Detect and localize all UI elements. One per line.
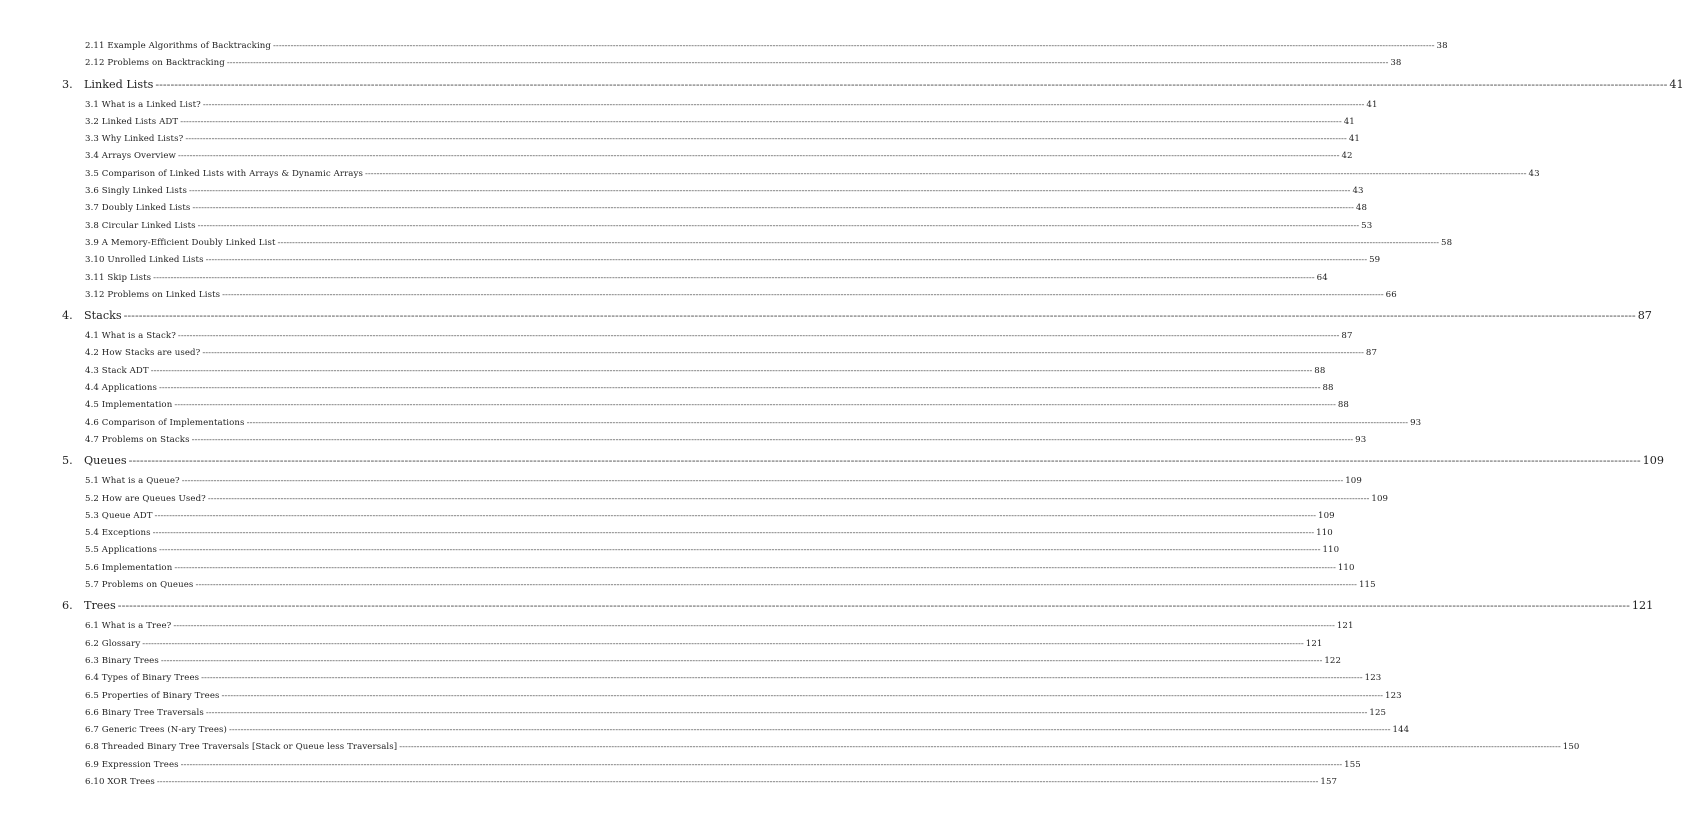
dot-leader: ---------------------------------------------------------------------------------------------------------------------------------------------------------------------------------------------------------------------------------------------------------------------------------------------------------------------------------------------------------------------------------------------------------------- (156, 776, 1319, 787)
dot-leader: ---------------------------------------------------------------------------------------------------------------------------------------------------------------------------------------------------------------------------------------------------------------------------------------------------------------------------------------------------------------------------------------------------------------- (192, 203, 1354, 214)
page-number: 41 (1343, 116, 1355, 127)
toc-chapter-entry[interactable] (62, 449, 1664, 473)
dot-leader: ---------------------------------------------------------------------------------------------------------------------------------------------------------------------------------------------------------------------------------------------------------------------------------------------------------------------------------------------------------------------------------------------------------------- (195, 580, 1357, 591)
page-number: 58 (1441, 237, 1453, 248)
page-number: 150 (1562, 742, 1580, 753)
toc-section-entry[interactable] (85, 397, 1349, 414)
dot-leader: ---------------------------------------------------------------------------------------------------------------------------------------------------------------------------------------------------------------------------------------------------------------------------------------------------------------------------------------------------------------------------------------------------------------- (185, 134, 1347, 145)
toc-section-entry[interactable] (85, 636, 1323, 653)
toc-section-entry[interactable] (85, 235, 1453, 252)
section-title: 6.7 Generic Trees (N-ary Trees) (85, 725, 227, 736)
dot-leader: ---------------------------------------------------------------------------------------------------------------------------------------------------------------------------------------------------------------------------------------------------------------------------------------------------------------------------------------------------------------------------------------------------------------- (142, 638, 1304, 649)
page-number: 115 (1358, 580, 1376, 591)
dot-leader: ---------------------------------------------------------------------------------------------------------------------------------------------------------------------------------------------------------------------------------------------------------------------------------------------------------------------------------------------------------------------------------------------------------------- (365, 168, 1527, 179)
toc-section-entry[interactable] (85, 328, 1353, 345)
page-number: 64 (1316, 272, 1328, 283)
dot-leader: ---------------------------------------------------------------------------------------------------------------------------------------------------------------------------------------------------------------------------------------------------------------------------------------------------------------------------------------------------------------------------------------------------------------- (155, 77, 1668, 91)
toc-section-entry[interactable] (85, 618, 1354, 635)
dot-leader: ---------------------------------------------------------------------------------------------------------------------------------------------------------------------------------------------------------------------------------------------------------------------------------------------------------------------------------------------------------------------------------------------------------------- (177, 331, 1340, 342)
toc-section-entry[interactable] (85, 345, 1378, 362)
dot-leader: ---------------------------------------------------------------------------------------------------------------------------------------------------------------------------------------------------------------------------------------------------------------------------------------------------------------------------------------------------------------------------------------------------------------- (173, 621, 1335, 632)
page-number: 48 (1355, 203, 1368, 214)
dot-leader: ---------------------------------------------------------------------------------------------------------------------------------------------------------------------------------------------------------------------------------------------------------------------------------------------------------------------------------------------------------------------------------------------------------------- (128, 454, 1641, 468)
page-number: 87 (1637, 309, 1652, 323)
section-title: 5.7 Problems on Queues (85, 580, 194, 591)
toc-chapter-entry[interactable] (62, 594, 1654, 618)
section-title: 6.1 What is a Tree? (85, 621, 172, 632)
toc-section-entry[interactable] (85, 200, 1368, 217)
page-number: 93 (1355, 434, 1367, 445)
toc-section-entry[interactable] (85, 148, 1353, 165)
section-title: 3.2 Linked Lists ADT (85, 116, 179, 127)
section-title: 4.7 Problems on Stacks (85, 434, 190, 445)
toc-section-entry[interactable] (85, 183, 1364, 200)
section-title: 2.12 Problems on Backtracking (85, 58, 225, 69)
toc-section-entry[interactable] (85, 380, 1334, 397)
page-number: 53 (1361, 220, 1373, 231)
toc-section-entry[interactable] (85, 739, 1580, 756)
page-number: 123 (1385, 690, 1402, 701)
page-number: 109 (1371, 493, 1389, 504)
page-number: 109 (1345, 476, 1362, 487)
dot-leader: ---------------------------------------------------------------------------------------------------------------------------------------------------------------------------------------------------------------------------------------------------------------------------------------------------------------------------------------------------------------------------------------------------------------- (153, 272, 1315, 283)
dot-leader: ---------------------------------------------------------------------------------------------------------------------------------------------------------------------------------------------------------------------------------------------------------------------------------------------------------------------------------------------------------------------------------------------------------------- (123, 309, 1636, 323)
chapter-number: 4. (62, 309, 73, 323)
toc-section-entry[interactable] (85, 473, 1362, 490)
dot-leader: ---------------------------------------------------------------------------------------------------------------------------------------------------------------------------------------------------------------------------------------------------------------------------------------------------------------------------------------------------------------------------------------------------------------- (160, 655, 1323, 666)
toc-section-entry[interactable] (85, 270, 1328, 287)
section-title: 5.1 What is a Queue? (85, 476, 180, 487)
chapter-title: Trees (84, 599, 116, 613)
toc-section-entry[interactable] (85, 525, 1333, 542)
toc-section-entry[interactable] (85, 252, 1381, 269)
page-number: 123 (1364, 673, 1382, 684)
section-title: 3.10 Unrolled Linked Lists (85, 255, 204, 266)
toc-section-entry[interactable] (85, 774, 1338, 791)
section-title: 2.11 Example Algorithms of Backtracking (85, 41, 272, 51)
section-title: 5.6 Implementation (85, 562, 173, 573)
dot-leader: ---------------------------------------------------------------------------------------------------------------------------------------------------------------------------------------------------------------------------------------------------------------------------------------------------------------------------------------------------------------------------------------------------------------- (399, 742, 1561, 753)
section-title: 6.8 Threaded Binary Tree Traversals [Stack or Queue less Traversals] (85, 742, 398, 753)
dot-leader: ---------------------------------------------------------------------------------------------------------------------------------------------------------------------------------------------------------------------------------------------------------------------------------------------------------------------------------------------------------------------------------------------------------------- (191, 434, 1354, 445)
page-number: 66 (1385, 289, 1397, 300)
dot-leader: ---------------------------------------------------------------------------------------------------------------------------------------------------------------------------------------------------------------------------------------------------------------------------------------------------------------------------------------------------------------------------------------------------------------- (180, 116, 1342, 127)
toc-section-entry[interactable] (85, 38, 1448, 55)
table-of-contents (0, 38, 1684, 791)
section-title: 5.3 Queue ADT (85, 510, 153, 521)
page-number: 125 (1369, 707, 1387, 718)
page-number: 88 (1314, 365, 1326, 376)
page-number: 38 (1390, 58, 1402, 69)
toc-section-entry[interactable] (85, 670, 1382, 687)
chapter-number: 5. (62, 454, 73, 468)
chapter-title: Stacks (84, 309, 122, 323)
section-title: 4.2 How Stacks are used? (85, 348, 201, 359)
dot-leader: ---------------------------------------------------------------------------------------------------------------------------------------------------------------------------------------------------------------------------------------------------------------------------------------------------------------------------------------------------------------------------------------------------------------- (197, 220, 1360, 231)
toc-section-entry[interactable] (85, 166, 1540, 183)
dot-leader: ---------------------------------------------------------------------------------------------------------------------------------------------------------------------------------------------------------------------------------------------------------------------------------------------------------------------------------------------------------------------------------------------------------------- (188, 186, 1351, 197)
dot-leader: ---------------------------------------------------------------------------------------------------------------------------------------------------------------------------------------------------------------------------------------------------------------------------------------------------------------------------------------------------------------------------------------------------------------- (202, 99, 1365, 110)
toc-section-entry[interactable] (85, 415, 1422, 432)
toc-section-entry[interactable] (85, 688, 1402, 705)
section-title: 3.8 Circular Linked Lists (85, 220, 196, 231)
toc-section-entry[interactable] (85, 131, 1360, 148)
section-title: 6.2 Glossary (85, 638, 141, 649)
chapter-number: 6. (62, 599, 73, 613)
toc-section-entry[interactable] (85, 287, 1397, 304)
dot-leader: ---------------------------------------------------------------------------------------------------------------------------------------------------------------------------------------------------------------------------------------------------------------------------------------------------------------------------------------------------------------------------------------------------------------- (202, 348, 1364, 359)
dot-leader: ---------------------------------------------------------------------------------------------------------------------------------------------------------------------------------------------------------------------------------------------------------------------------------------------------------------------------------------------------------------------------------------------------------------- (117, 599, 1630, 613)
page-number: 41 (1366, 99, 1378, 110)
dot-leader: ---------------------------------------------------------------------------------------------------------------------------------------------------------------------------------------------------------------------------------------------------------------------------------------------------------------------------------------------------------------------------------------------------------------- (246, 417, 1409, 428)
dot-leader: ---------------------------------------------------------------------------------------------------------------------------------------------------------------------------------------------------------------------------------------------------------------------------------------------------------------------------------------------------------------------------------------------------------------- (150, 365, 1313, 376)
toc-section-entry[interactable] (85, 114, 1355, 131)
toc-chapter-entry[interactable] (62, 304, 1652, 328)
page-number: 87 (1341, 331, 1353, 342)
page-number: 109 (1318, 510, 1335, 521)
section-title: 3.6 Singly Linked Lists (85, 186, 187, 197)
section-title: 4.3 Stack ADT (85, 365, 149, 376)
page-number: 88 (1337, 400, 1349, 411)
section-title: 3.3 Why Linked Lists? (85, 134, 184, 145)
toc-section-entry[interactable] (85, 705, 1387, 722)
page-number: 87 (1365, 348, 1378, 359)
section-title: 4.6 Comparison of Implementations (85, 417, 245, 428)
page-number: 93 (1410, 417, 1422, 428)
page-number: 42 (1341, 151, 1353, 162)
section-title: 3.11 Skip Lists (85, 272, 152, 283)
page-number: 110 (1322, 545, 1340, 556)
page-number: 43 (1352, 186, 1364, 197)
toc-section-entry[interactable] (85, 363, 1326, 380)
page-number: 41 (1348, 134, 1360, 145)
section-title: 6.9 Expression Trees (85, 759, 179, 770)
toc-section-entry[interactable] (85, 577, 1376, 594)
dot-leader: ---------------------------------------------------------------------------------------------------------------------------------------------------------------------------------------------------------------------------------------------------------------------------------------------------------------------------------------------------------------------------------------------------------------- (158, 383, 1321, 394)
page-number: 38 (1436, 41, 1448, 51)
dot-leader: ---------------------------------------------------------------------------------------------------------------------------------------------------------------------------------------------------------------------------------------------------------------------------------------------------------------------------------------------------------------------------------------------------------------- (174, 562, 1336, 573)
chapter-title: Queues (84, 454, 127, 468)
section-title: 4.5 Implementation (85, 400, 173, 411)
page-number: 110 (1316, 528, 1333, 539)
section-title: 3.7 Doubly Linked Lists (85, 203, 191, 214)
section-title: 6.10 XOR Trees (85, 776, 155, 787)
section-title: 3.4 Arrays Overview (85, 151, 176, 162)
section-title: 5.4 Exceptions (85, 528, 151, 539)
dot-leader: ---------------------------------------------------------------------------------------------------------------------------------------------------------------------------------------------------------------------------------------------------------------------------------------------------------------------------------------------------------------------------------------------------------------- (181, 476, 1344, 487)
dot-leader: ---------------------------------------------------------------------------------------------------------------------------------------------------------------------------------------------------------------------------------------------------------------------------------------------------------------------------------------------------------------------------------------------------------------- (222, 289, 1384, 300)
section-title: 6.3 Binary Trees (85, 655, 159, 666)
dot-leader: ---------------------------------------------------------------------------------------------------------------------------------------------------------------------------------------------------------------------------------------------------------------------------------------------------------------------------------------------------------------------------------------------------------------- (152, 528, 1315, 539)
dot-leader: ---------------------------------------------------------------------------------------------------------------------------------------------------------------------------------------------------------------------------------------------------------------------------------------------------------------------------------------------------------------------------------------------------------------- (177, 151, 1340, 162)
section-title: 3.1 What is a Linked List? (85, 99, 201, 110)
dot-leader: ---------------------------------------------------------------------------------------------------------------------------------------------------------------------------------------------------------------------------------------------------------------------------------------------------------------------------------------------------------------------------------------------------------------- (273, 41, 1435, 51)
page-number: 59 (1369, 255, 1381, 266)
toc-section-entry[interactable] (85, 55, 1402, 72)
page-number: 144 (1392, 725, 1410, 736)
section-title: 6.4 Types of Binary Trees (85, 673, 200, 684)
dot-leader: ---------------------------------------------------------------------------------------------------------------------------------------------------------------------------------------------------------------------------------------------------------------------------------------------------------------------------------------------------------------------------------------------------------------- (205, 255, 1368, 266)
toc-section-entry[interactable] (85, 508, 1335, 525)
toc-section-entry[interactable] (85, 432, 1367, 449)
page-number: 155 (1344, 759, 1361, 770)
dot-leader: ---------------------------------------------------------------------------------------------------------------------------------------------------------------------------------------------------------------------------------------------------------------------------------------------------------------------------------------------------------------------------------------------------------------- (226, 58, 1389, 69)
dot-leader: ---------------------------------------------------------------------------------------------------------------------------------------------------------------------------------------------------------------------------------------------------------------------------------------------------------------------------------------------------------------------------------------------------------------- (158, 545, 1321, 556)
section-title: 5.5 Applications (85, 545, 157, 556)
section-title: 3.12 Problems on Linked Lists (85, 289, 221, 300)
dot-leader: ---------------------------------------------------------------------------------------------------------------------------------------------------------------------------------------------------------------------------------------------------------------------------------------------------------------------------------------------------------------------------------------------------------------- (201, 673, 1363, 684)
page-number: 122 (1324, 655, 1342, 666)
section-title: 3.5 Comparison of Linked Lists with Arrays & Dynamic Arrays (85, 168, 363, 179)
toc-chapter-entry[interactable] (62, 73, 1684, 97)
dot-leader: ---------------------------------------------------------------------------------------------------------------------------------------------------------------------------------------------------------------------------------------------------------------------------------------------------------------------------------------------------------------------------------------------------------------- (277, 237, 1440, 248)
toc-section-entry[interactable] (85, 542, 1340, 559)
toc-section-entry[interactable] (85, 757, 1361, 774)
section-title: 4.4 Applications (85, 383, 157, 394)
dot-leader: ---------------------------------------------------------------------------------------------------------------------------------------------------------------------------------------------------------------------------------------------------------------------------------------------------------------------------------------------------------------------------------------------------------------- (207, 493, 1370, 504)
page-number: 121 (1305, 638, 1323, 649)
page-number: 109 (1642, 454, 1664, 468)
toc-section-entry[interactable] (85, 97, 1378, 114)
toc-section-entry[interactable] (85, 722, 1410, 739)
section-title: 4.1 What is a Stack? (85, 331, 176, 342)
dot-leader: ---------------------------------------------------------------------------------------------------------------------------------------------------------------------------------------------------------------------------------------------------------------------------------------------------------------------------------------------------------------------------------------------------------------- (180, 759, 1343, 770)
dot-leader: ---------------------------------------------------------------------------------------------------------------------------------------------------------------------------------------------------------------------------------------------------------------------------------------------------------------------------------------------------------------------------------------------------------------- (174, 400, 1336, 411)
dot-leader: ---------------------------------------------------------------------------------------------------------------------------------------------------------------------------------------------------------------------------------------------------------------------------------------------------------------------------------------------------------------------------------------------------------------- (221, 690, 1384, 701)
toc-section-entry[interactable] (85, 491, 1389, 508)
page-number: 110 (1337, 562, 1355, 573)
dot-leader: ---------------------------------------------------------------------------------------------------------------------------------------------------------------------------------------------------------------------------------------------------------------------------------------------------------------------------------------------------------------------------------------------------------------- (154, 510, 1317, 521)
page-number: 41 (1669, 77, 1684, 91)
page-number: 88 (1322, 383, 1334, 394)
page-number: 121 (1631, 599, 1654, 613)
toc-section-entry[interactable] (85, 653, 1342, 670)
section-title: 5.2 How are Queues Used? (85, 493, 206, 504)
page-number: 43 (1528, 168, 1540, 179)
page-number: 157 (1320, 776, 1338, 787)
page-number: 121 (1336, 621, 1354, 632)
section-title: 3.9 A Memory-Efficient Doubly Linked List (85, 237, 276, 248)
toc-section-entry[interactable] (85, 560, 1355, 577)
section-title: 6.5 Properties of Binary Trees (85, 690, 220, 701)
dot-leader: ---------------------------------------------------------------------------------------------------------------------------------------------------------------------------------------------------------------------------------------------------------------------------------------------------------------------------------------------------------------------------------------------------------------- (205, 707, 1368, 718)
chapter-title: Linked Lists (84, 77, 154, 91)
chapter-number: 3. (62, 77, 73, 91)
dot-leader: ---------------------------------------------------------------------------------------------------------------------------------------------------------------------------------------------------------------------------------------------------------------------------------------------------------------------------------------------------------------------------------------------------------------- (229, 725, 1391, 736)
section-title: 6.6 Binary Tree Traversals (85, 707, 204, 718)
toc-section-entry[interactable] (85, 218, 1373, 235)
